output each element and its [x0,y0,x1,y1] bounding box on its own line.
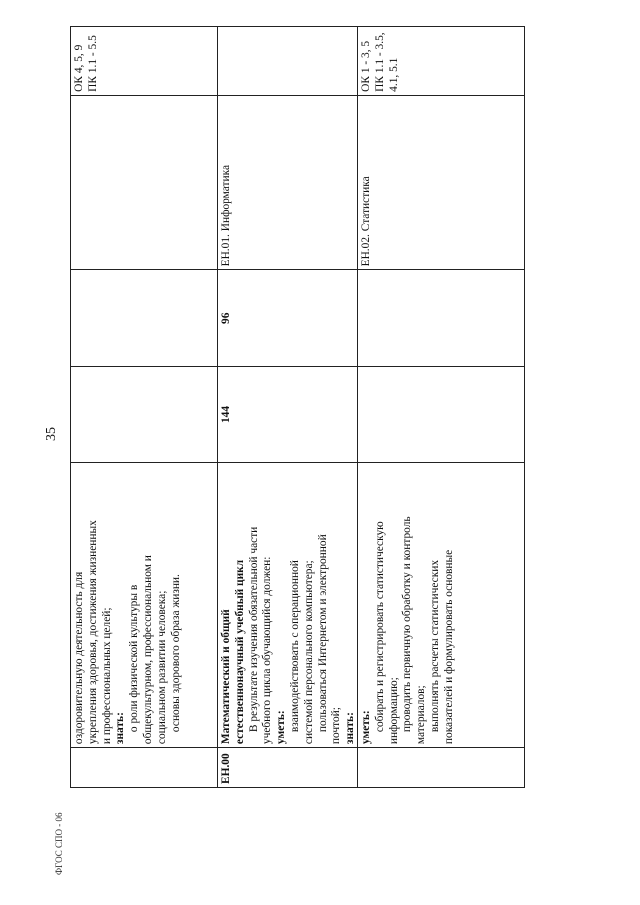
discipline-cell: ЕН.01. Информатика [218,95,357,270]
description-cell [218,462,357,747]
competencies-cell [358,27,524,95]
required-hours-cell [358,269,524,366]
description-line: В результате изучения обязательной части [247,526,260,733]
description-line: показателей и формулировать основные [442,549,455,745]
description-line: пользоваться Интернетом и электронной [316,534,329,733]
page-number: 35 [44,427,59,441]
competencies-cell [218,27,357,95]
table-row [71,27,218,787]
description-cell [358,462,524,747]
description-line: уметь: [275,710,288,745]
description-cell [71,462,217,747]
description-line: системой персонального компьютера; [302,560,315,745]
description-line: Математический и общий [220,609,233,745]
description-line: взаимодействовать с операционной [289,560,302,733]
cycle-code-cell [358,747,524,787]
description-line: естественнонаучный учебный цикл [233,559,246,745]
description-line: о роли физической культуры в [128,584,141,733]
required-hours-cell [71,269,217,366]
table-row [358,27,524,787]
description-line: материалов; [415,685,428,745]
competency-line: ПК 1.1 - 3.5, [373,32,386,92]
description-line: проводить первичную обработку и контроль [401,516,414,733]
description-line: общекультурном, профессиональном и [141,555,154,745]
description-line: укрепления здоровья, достижения жизненных [86,520,99,745]
description-line: информацию; [387,677,400,745]
description-line: социальном развитии человека; [155,590,168,745]
max-load-cell: 144 [218,366,357,462]
footer-code: ФГОС СПО - 06 [54,812,64,875]
table-row [218,27,358,787]
competency-line: ОК 4, 5, 9 [73,44,85,92]
description-line: оздоровительную деятельность для [73,571,85,745]
curriculum-table [70,26,525,788]
description-line: выполнять расчеты статистических [429,559,442,733]
max-load-cell [71,366,217,462]
description-line: почтой; [330,707,343,745]
discipline-cell: ЕН.02. Статистика [358,95,524,270]
competency-line: ПК 1.1 - 5.5 [86,35,99,92]
competency-line: ОК 1 - 3, 5 [360,40,373,92]
cycle-code-cell: ЕН.00 [218,747,357,787]
description-line: уметь: [360,710,373,745]
description-line: знать: [344,712,357,745]
description-line: знать: [114,712,127,745]
description-line: учебного цикла обучающийся должен: [261,556,274,745]
max-load-cell [358,366,524,462]
competencies-cell [71,27,217,95]
description-line: собирать и регистрировать статистическую [373,521,386,733]
competency-line: 4.1, 5.1 [387,57,400,92]
description-line: и профессиональных целей; [100,607,113,745]
description-line: основы здорового образа жизни. [169,574,182,733]
cycle-code-cell [71,747,217,787]
discipline-cell [71,95,217,270]
required-hours-cell: 96 [218,269,357,366]
